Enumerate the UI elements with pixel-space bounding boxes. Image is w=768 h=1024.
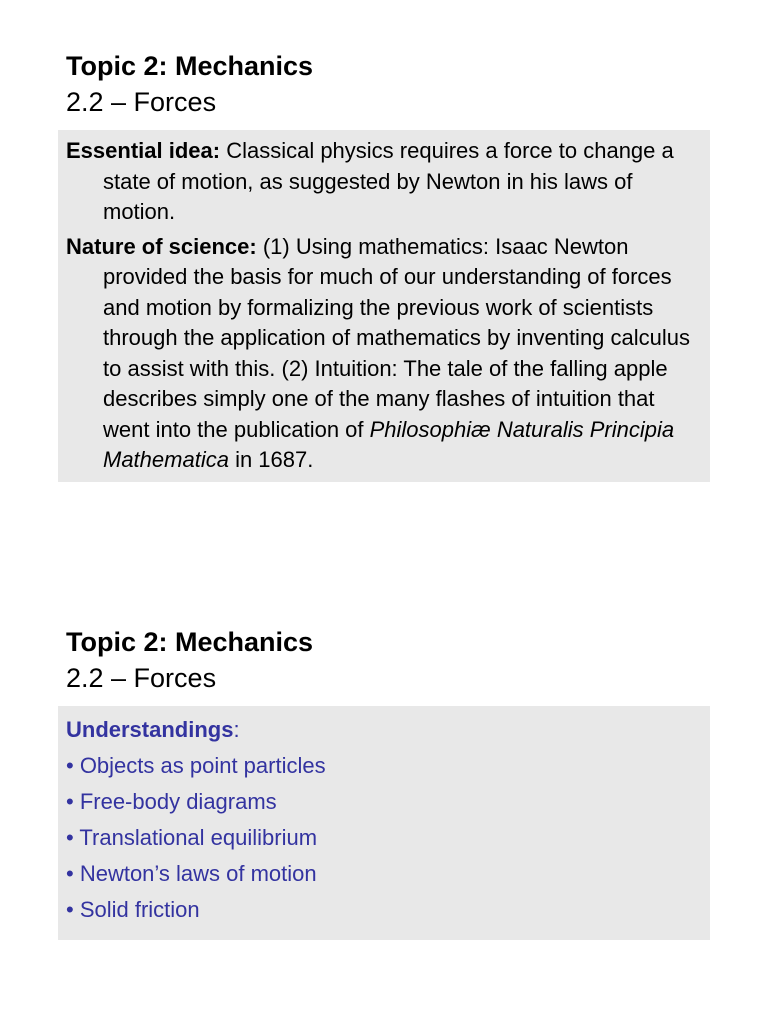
nature-of-science-text-end: in 1687. (228, 447, 314, 472)
list-item: • Translational equilibrium (66, 825, 318, 850)
understandings-colon: : (233, 717, 240, 742)
slide-subtitle: 2.2 – Forces (66, 87, 217, 117)
list-item: • Free-body diagrams (66, 789, 277, 814)
understandings-label: Understandings (66, 717, 234, 742)
slide-understandings (58, 624, 710, 940)
essential-idea-box (58, 130, 710, 482)
understandings-heading (66, 712, 700, 748)
slide-subtitle: 2.2 – Forces (66, 663, 217, 693)
essential-idea-paragraph (66, 136, 700, 228)
list-item: • Solid friction (66, 897, 200, 922)
nature-of-science-text: (1) Using mathematics: Isaac Newton provided the basis for much of our understanding of forces and motion by formalizing the previous work of scientists through the application of mathematics by inventing calculus to assist with this. (2) Intuition: The tale of the falling apple describes simply one of the many flashes of intuition that went into the publication of (103, 233, 691, 442)
essential-idea-text: Classical physics requires a force to change a state of motion, as suggested by Newton in his laws of motion. (103, 138, 674, 224)
essential-idea-label: Essential idea: (66, 138, 221, 163)
understandings-list (66, 748, 700, 928)
slide-title: Topic 2: Mechanics (66, 627, 314, 657)
list-item: • Newton’s laws of motion (66, 861, 317, 886)
principia-title: Philosophiæ Naturalis Principia Mathematica (103, 416, 675, 472)
slide-essential-idea (58, 48, 710, 482)
list-item: • Objects as point particles (66, 753, 326, 778)
understandings-box (58, 706, 710, 940)
nature-of-science-label: Nature of science: (66, 233, 257, 259)
nature-of-science-paragraph (66, 232, 700, 476)
slide-title: Topic 2: Mechanics (66, 51, 314, 81)
